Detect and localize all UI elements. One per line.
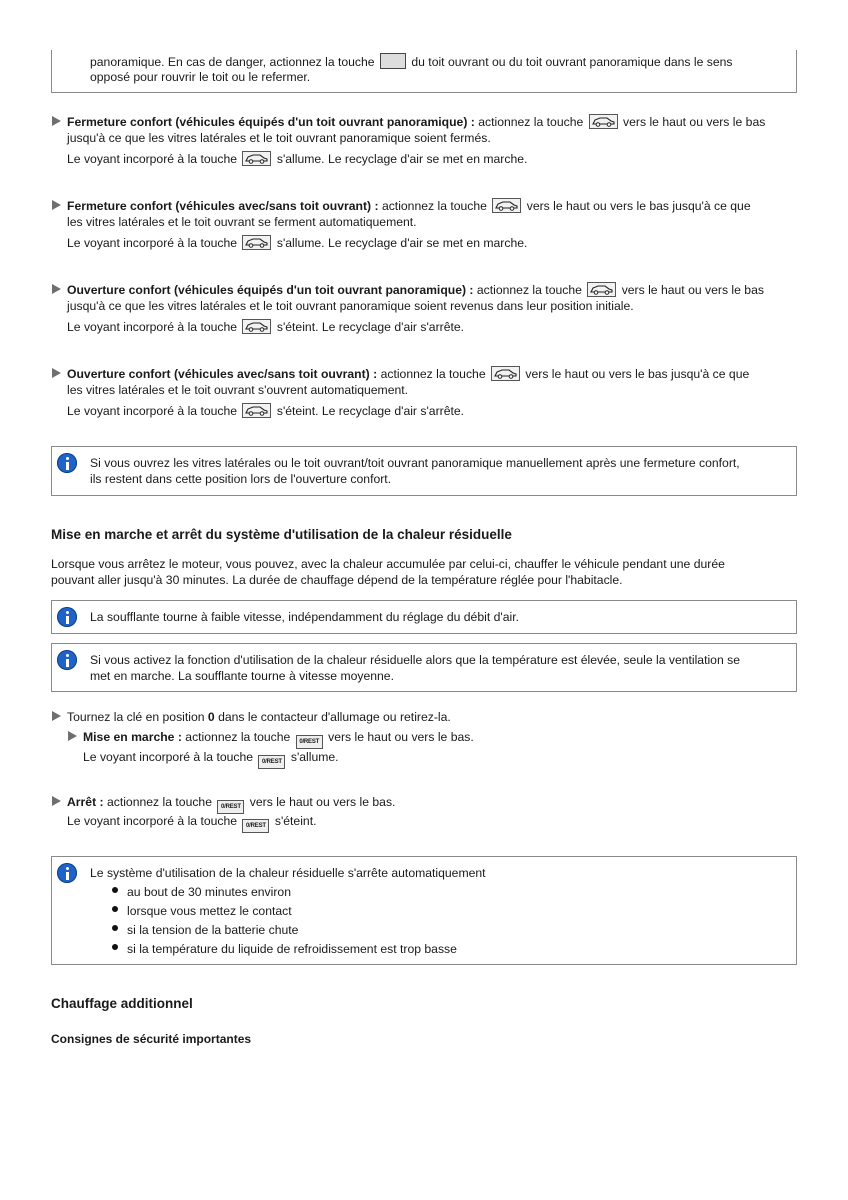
step-switch-on-indicator: Le voyant incorporé à la touche 0/REST s'allume. [83,749,339,769]
note-4-bullet: lorsque vous mettez le contact [127,904,292,918]
note-4-intro: Le système d'utilisation de la chaleur résiduelle s'arrête automatiquement [90,866,486,880]
item-1-line-3: Le voyant incorporé à la touche s'allume. Le recyclage d'air se met en marche. [67,152,528,166]
item-3-line-3: Le voyant incorporé à la touche s'éteint. Le recyclage d'air s'arrête. [67,320,465,334]
item-4-line-2: les vitres latérales et le toit ouvrant s'ouvrent automatiquement. [67,383,409,397]
note-4-bullet: au bout de 30 minutes environ [127,885,291,899]
info-icon [57,607,77,627]
car-button-icon [242,319,271,334]
section-heading-residual-heat: Mise en marche et arrêt du système d'utilisation de la chaleur résiduelle [51,527,512,542]
arrow-bullet-icon [52,284,61,294]
car-button-icon [491,366,520,381]
arrow-bullet-icon [52,116,61,126]
arrow-bullet-icon [52,711,61,721]
info-icon [57,650,77,670]
item-4-line-3: Le voyant incorporé à la touche s'éteint. Le recyclage d'air s'arrête. [67,404,465,418]
note-1-line-1: Si vous ouvrez les vitres latérales ou le toit ouvrant/toit ouvrant panoramique manuellement après une fermeture confort, [90,456,740,470]
item-2-line-2: les vitres latérales et le toit ouvrant se ferment automatiquement. [67,215,417,229]
item-2-line-1: Fermeture confort (véhicules avec/sans toit ouvrant) : actionnez la touche vers le haut ou vers le bas jusqu'à ce que [67,199,751,213]
grid-button-icon [380,53,406,69]
rest-button-icon: 0/REST [296,735,323,749]
bullet-dot [112,887,118,893]
car-button-icon [587,282,616,297]
rest-button-icon: 0/REST [242,819,269,833]
rest-button-icon: 0/REST [217,800,244,814]
car-button-icon [242,403,271,418]
item-3-line-2: jusqu'à ce que les vitres latérales et le toit ouvrant panoramique soient revenus dans leur position initiale. [67,299,634,313]
info-icon [57,453,77,473]
arrow-bullet-icon [68,731,77,741]
car-button-icon [242,151,271,166]
arrow-bullet-icon [52,368,61,378]
subheading-safety: Consignes de sécurité importantes [51,1032,252,1046]
item-1-line-2: jusqu'à ce que les vitres latérales et le toit ouvrant panoramique soient fermés. [67,131,491,145]
note-4-bullet: si la température du liquide de refroidissement est trop basse [127,942,457,956]
step-turn-key: Tournez la clé en position 0 dans le contacteur d'allumage ou retirez-la. [67,710,451,724]
note-1-line-2: ils restent dans cette position lors de l'ouverture confort. [90,472,392,486]
step-switch-off: Arrêt : actionnez la touche 0/REST vers le haut ou vers le bas. [67,794,395,814]
step-switch-off-indicator: Le voyant incorporé à la touche 0/REST s'éteint. [67,813,316,833]
car-button-icon [589,114,618,129]
car-button-icon [492,198,521,213]
section-1-paragraph-line-2: pouvant aller jusqu'à 30 minutes. La durée de chauffage dépend de la température réglée pour l'habitacle. [51,573,623,587]
warning-line-2: opposé pour rouvrir le toit ou le refermer. [90,70,311,84]
section-heading-auxiliary-heating: Chauffage additionnel [51,996,193,1011]
car-button-icon [242,235,271,250]
item-2-line-3: Le voyant incorporé à la touche s'allume. Le recyclage d'air se met en marche. [67,236,528,250]
item-3-line-1: Ouverture confort (véhicules équipés d'un toit ouvrant panoramique) : actionnez la touche vers le haut ou vers le bas [67,283,764,297]
arrow-bullet-icon [52,796,61,806]
note-2-text: La soufflante tourne à faible vitesse, indépendamment du réglage du débit d'air. [90,610,519,624]
section-1-paragraph-line-1: Lorsque vous arrêtez le moteur, vous pouvez, avec la chaleur accumulée par celui-ci, chauffer le véhicule pendant une durée [51,557,725,571]
bullet-dot [112,944,118,950]
step-switch-on: Mise en marche : actionnez la touche 0/REST vers le haut ou vers le bas. [83,729,474,749]
bullet-dot [112,925,118,931]
item-1-line-1: Fermeture confort (véhicules équipés d'un toit ouvrant panoramique) : actionnez la touche vers le haut ou vers le bas [67,115,766,129]
rest-button-icon: 0/REST [258,755,285,769]
item-4-line-1: Ouverture confort (véhicules avec/sans toit ouvrant) : actionnez la touche vers le haut ou vers le bas jusqu'à ce que [67,367,750,381]
note-4-bullet: si la tension de la batterie chute [127,923,299,937]
note-3-line-1: Si vous activez la fonction d'utilisation de la chaleur résiduelle alors que la température est élevée, seule la ventilation se [90,653,740,667]
warning-line-1: panoramique. En cas de danger, actionnez la touche du toit ouvrant ou du toit ouvrant panoramique dans le sens [90,55,733,69]
bullet-dot [112,906,118,912]
info-icon [57,863,77,883]
arrow-bullet-icon [52,200,61,210]
note-3-line-2: met en marche. La soufflante tourne à vitesse moyenne. [90,669,394,683]
